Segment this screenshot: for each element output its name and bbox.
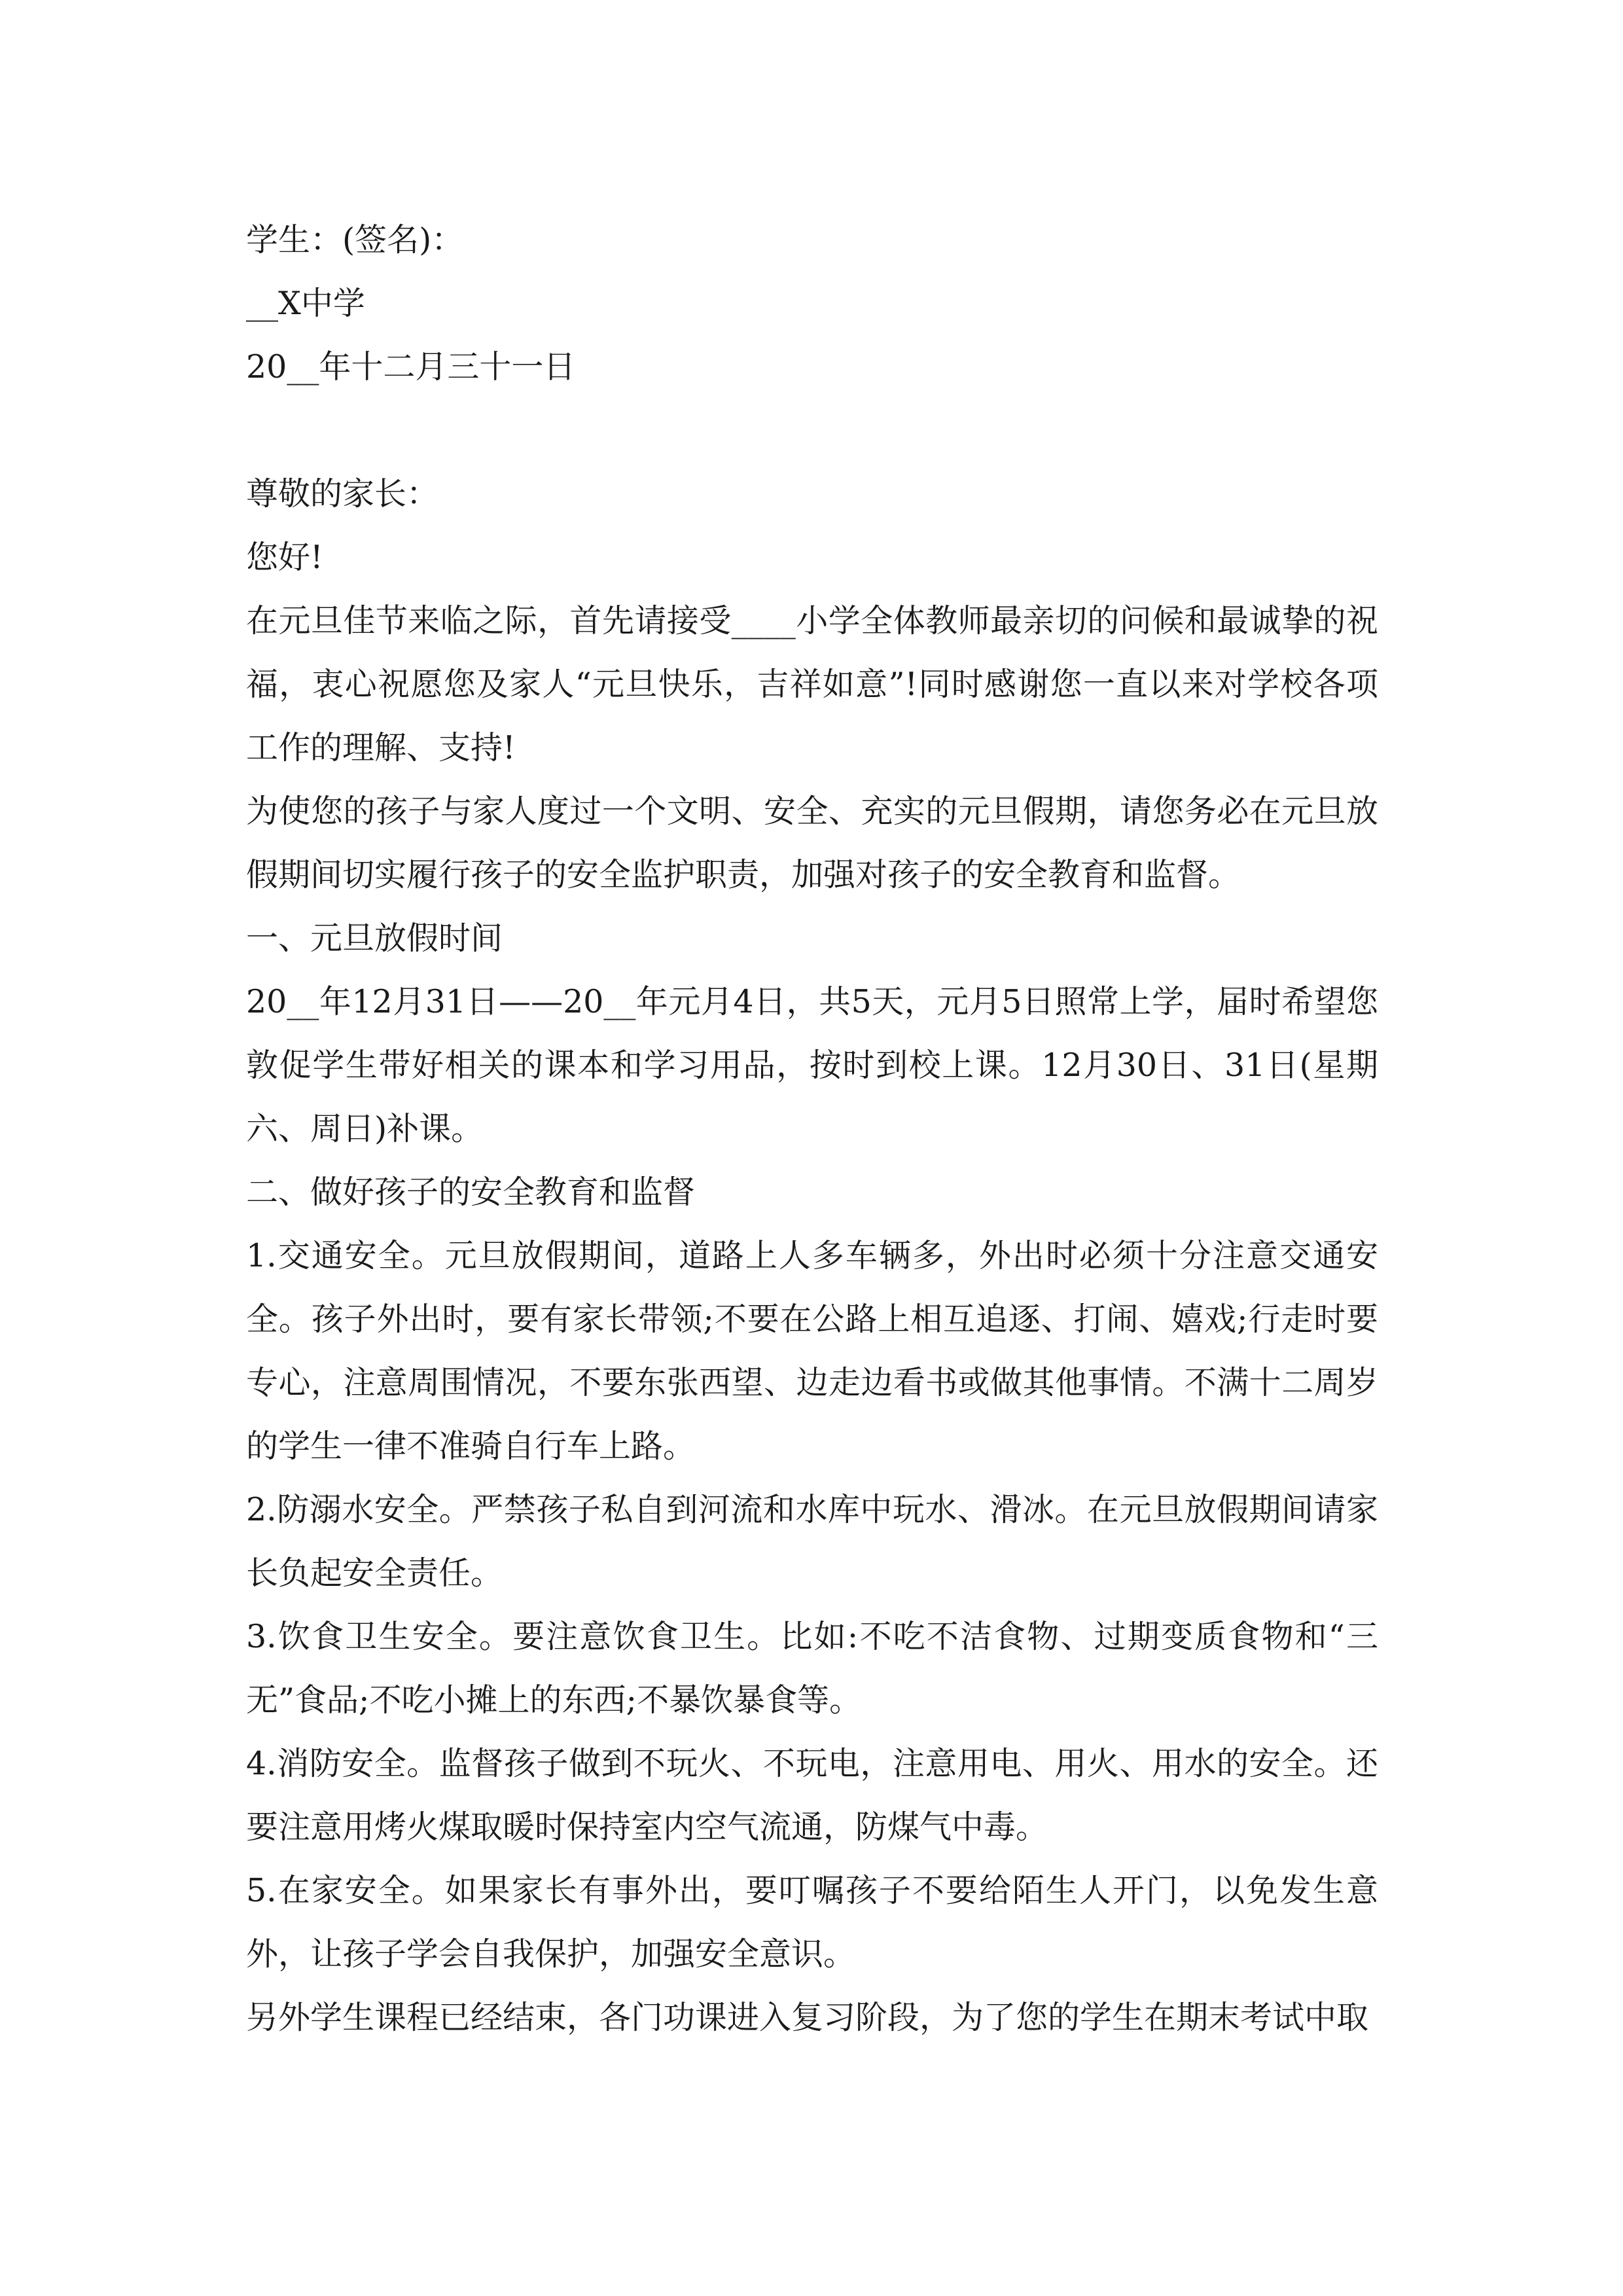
document-body — [246, 208, 1378, 2049]
paragraph-fire-safety: 4.消防安全。监督孩子做到不玩火、不玩电，注意用电、用火、用水的安全。还要注意用烤火煤取暖时保持室内空气流通，防煤气中毒。 — [246, 1745, 1378, 1846]
school-name: __X中学 — [246, 285, 365, 322]
signature-date: 20__年十二月三十一日 — [246, 348, 576, 386]
paragraph-drowning-safety: 2.防溺水安全。严禁孩子私自到河流和水库中玩水、滑冰。在元旦放假期间请家长负起安全责任。 — [246, 1491, 1378, 1592]
paragraph-food-safety: 3.饮食卫生安全。要注意饮食卫生。比如:不吃不洁食物、过期变质食物和“三无”食品;不吃小摊上的东西;不暴饮暴食等。 — [246, 1618, 1378, 1719]
letter-greeting: 您好! — [246, 539, 323, 576]
section-spacer — [246, 399, 1378, 462]
paragraph-blessing: 在元旦佳节来临之际，首先请接受____小学全体教师最亲切的问候和最诚挚的祝福，衷心祝愿您及家人“元旦快乐，吉祥如意”!同时感谢您一直以来对学校各项工作的理解、支持! — [246, 602, 1378, 766]
heading-safety-education: 二、做好孩子的安全教育和监督 — [246, 1174, 696, 1211]
student-signature-line: 学生：(签名)： — [246, 221, 464, 259]
paragraph-home-safety: 5.在家安全。如果家长有事外出，要叮嘱孩子不要给陌生人开门，以免发生意外，让孩子学会自我保护，加强安全意识。 — [246, 1872, 1378, 1973]
paragraph-purpose: 为使您的孩子与家人度过一个文明、安全、充实的元旦假期，请您务必在元旦放假期间切实履行孩子的安全监护职责，加强对孩子的安全教育和监督。 — [246, 793, 1378, 893]
paragraph-traffic-safety: 1.交通安全。元旦放假期间，道路上人多车辆多，外出时必须十分注意交通安全。孩子外出时，要有家长带领;不要在公路上相互追逐、打闹、嬉戏;行走时要专心，注意周围情况，不要东张西望、边走边看书或做其他事情。不满十二周岁的学生一律不准骑自行车上路。 — [246, 1237, 1378, 1465]
paragraph-exam-review: 另外学生课程已经结束，各门功课进入复习阶段，为了您的学生在期末考试中取 — [246, 1999, 1369, 2036]
letter-salutation: 尊敬的家长： — [246, 475, 439, 512]
paragraph-holiday-dates: 20__年12月31日——20__年元月4日，共5天，元月5日照常上学，届时希望您敦促学生带好相关的课本和学习用品，按时到校上课。12月30日、31日(星期六、周日)补课。 — [246, 983, 1378, 1147]
heading-holiday-time: 一、元旦放假时间 — [246, 920, 503, 957]
